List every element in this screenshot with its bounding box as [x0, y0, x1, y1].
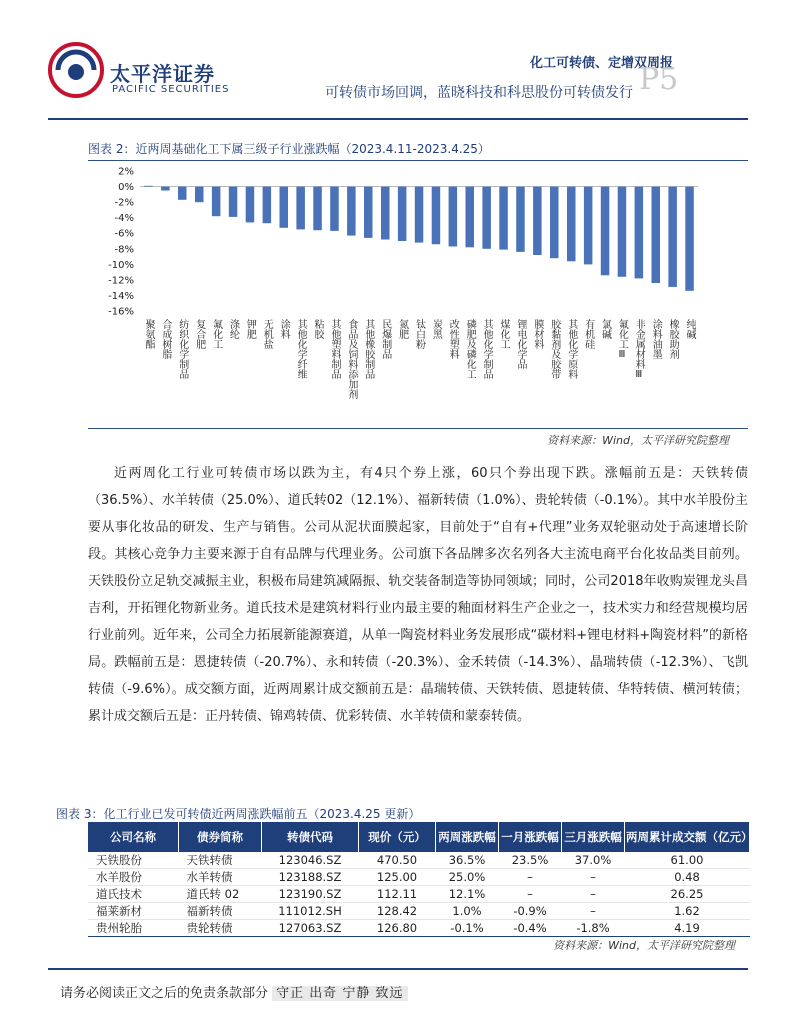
bar	[432, 187, 441, 245]
cell-2w-change: 25.0%	[436, 869, 499, 886]
header-bond-name: 债券简称	[179, 822, 262, 852]
x-tick-label: 煤化工	[498, 319, 509, 349]
bar	[652, 187, 661, 283]
cell-2w-turnover: 0.48	[625, 869, 750, 886]
figure3-source: 资料来源：Wind，太平洋研究院整理	[553, 939, 735, 952]
cell-company: 贵州轮胎	[88, 920, 179, 937]
bar	[364, 187, 373, 238]
cell-2w-change: 36.5%	[436, 852, 499, 869]
bar	[195, 187, 204, 203]
figure2-top-rule	[88, 160, 748, 161]
x-tick-label: 橡胶助剂	[667, 319, 679, 359]
footer	[60, 982, 408, 1001]
cell-1m-change: 23.5%	[499, 852, 562, 869]
bar	[178, 187, 187, 200]
header-1m-change: 一月涨跌幅	[499, 822, 562, 852]
header-company: 公司名称	[88, 822, 179, 852]
y-tick-label: 2%	[118, 166, 134, 178]
x-tick-label: 粘胶	[312, 319, 323, 339]
cell-price: 126.80	[359, 920, 436, 937]
x-tick-label: 钛白粉	[413, 319, 425, 349]
x-tick-label: 氟化工	[210, 319, 222, 349]
y-tick-label: -2%	[114, 197, 134, 209]
company-motto: 守正 出奇 宁静 致远	[272, 986, 407, 1001]
cell-3m-change: –	[562, 903, 625, 920]
cell-2w-turnover: 4.19	[625, 920, 750, 937]
x-tick-label: 复合肥	[193, 319, 205, 349]
cell-2w-turnover: 26.25	[625, 886, 750, 903]
cell-1m-change: -0.4%	[499, 920, 562, 937]
bar	[499, 187, 508, 250]
x-tick-label: 纯碱	[684, 319, 695, 339]
x-tick-label: 纺织化学制品	[176, 319, 188, 379]
cell-bond-code: 123046.SZ	[262, 852, 359, 869]
cell-3m-change: -1.8%	[562, 920, 625, 937]
page-number: P5	[639, 62, 679, 97]
x-tick-label: 其他化学纤维	[295, 319, 307, 379]
cell-bond-name: 福新转债	[179, 903, 262, 920]
figure2-bottom-rule	[88, 428, 748, 429]
brand-name-en: PACIFIC SECURITIES	[112, 84, 230, 95]
x-tick-label: 食品及饲料添加剂	[345, 319, 357, 399]
cell-2w-turnover: 61.00	[625, 852, 750, 869]
bar	[635, 187, 644, 279]
x-tick-label: 其他橡胶制品	[362, 319, 374, 379]
cell-company: 水羊股份	[88, 869, 179, 886]
bar	[398, 187, 407, 241]
bar	[550, 187, 559, 259]
x-tick-label: 改性塑料	[447, 319, 459, 359]
y-tick-label: -16%	[108, 306, 134, 318]
y-tick-label: -4%	[114, 213, 134, 225]
cell-company: 道氏技术	[88, 886, 179, 903]
x-tick-label: 有机硅	[582, 319, 594, 349]
x-tick-label: 聚氨酯	[143, 319, 154, 349]
bar	[533, 187, 542, 255]
header-bond-code: 转债代码	[262, 822, 359, 852]
x-tick-label: 其他化学制品	[481, 319, 493, 379]
header-price: 现价（元）	[359, 822, 436, 852]
x-tick-label: 民爆制品	[379, 319, 391, 359]
company-logo	[48, 42, 104, 98]
bar	[212, 187, 221, 217]
bar	[330, 187, 339, 231]
bar	[415, 187, 424, 243]
header-divider	[48, 118, 748, 120]
cell-bond-name: 水羊转债	[179, 869, 262, 886]
analysis-paragraph	[88, 460, 748, 730]
figure2-title: 图表 2：近两周基础化工下属三级子行业涨跌幅（2023.4.11-2023.4.25）	[88, 142, 490, 156]
cell-2w-change: 12.1%	[436, 886, 499, 903]
cell-bond-code: 123190.SZ	[262, 886, 359, 903]
bar	[246, 187, 255, 223]
bar	[280, 187, 289, 228]
x-tick-label: 钾肥	[244, 319, 256, 339]
y-tick-label: -14%	[108, 290, 134, 302]
cell-bond-name: 道氏转 02	[179, 886, 262, 903]
bar	[144, 186, 153, 187]
bar	[263, 187, 272, 224]
report-type: 化工可转债、定增双周报	[529, 56, 673, 71]
cell-company: 福莱新材	[88, 903, 179, 920]
y-tick-label: -12%	[108, 275, 134, 287]
x-tick-label: 膜材料	[531, 319, 543, 349]
bar	[449, 187, 458, 247]
top5-convertible-bond-table	[88, 822, 753, 937]
table-row	[88, 852, 750, 869]
header-3m-change: 三月涨跌幅	[562, 822, 625, 852]
bar	[685, 187, 694, 291]
bar	[381, 187, 390, 240]
table-header-row	[88, 822, 750, 852]
table-row	[88, 920, 750, 937]
cell-2w-change: -0.1%	[436, 920, 499, 937]
cell-price: 470.50	[359, 852, 436, 869]
cell-bond-code: 111012.SH	[262, 903, 359, 920]
cell-bond-name: 贵轮转债	[179, 920, 262, 937]
bar	[347, 187, 356, 236]
cell-bond-code: 127063.SZ	[262, 920, 359, 937]
bar	[567, 187, 576, 262]
bar	[668, 187, 677, 287]
cell-2w-change: 1.0%	[436, 903, 499, 920]
y-tick-label: -6%	[114, 228, 134, 240]
cell-3m-change: 37.0%	[562, 852, 625, 869]
x-tick-label: 无机盐	[261, 319, 273, 349]
bar	[161, 187, 170, 191]
x-tick-label: 氮肥	[396, 319, 408, 339]
y-tick-label: -8%	[114, 244, 134, 256]
brand-name-cn: 太平洋证券	[110, 62, 215, 86]
bar	[482, 187, 491, 249]
x-tick-label: 非金属材料Ⅲ	[633, 319, 645, 380]
y-tick-label: 0%	[118, 182, 134, 194]
x-tick-label: 磷肥及磷化工	[464, 319, 476, 379]
cell-2w-turnover: 1.62	[625, 903, 750, 920]
bar	[229, 187, 238, 217]
header-2w-change: 两周涨跌幅	[436, 822, 499, 852]
cell-3m-change: –	[562, 886, 625, 903]
x-tick-label: 合成树脂	[159, 319, 171, 359]
x-tick-label: 氯碱	[599, 319, 611, 339]
bar	[466, 187, 475, 248]
cell-price: 112.11	[359, 886, 436, 903]
cell-1m-change: -0.9%	[499, 903, 562, 920]
cell-bond-name: 天铁转债	[179, 852, 262, 869]
cell-price: 125.00	[359, 869, 436, 886]
x-tick-label: 锂电化学品	[515, 319, 526, 369]
table-row	[88, 886, 750, 903]
bar	[313, 187, 322, 231]
bar	[618, 187, 627, 277]
bar	[584, 187, 593, 265]
x-tick-label: 其他化学原料	[565, 319, 577, 379]
x-tick-label: 胶黏剂及胶带	[548, 319, 560, 379]
x-tick-label: 涂料油墨	[650, 319, 662, 359]
bar	[516, 187, 525, 252]
table-row	[88, 869, 750, 886]
footer-divider	[48, 968, 748, 970]
y-tick-label: -10%	[108, 259, 134, 271]
figure2-source: 资料来源：Wind，太平洋研究院整理	[547, 434, 729, 447]
cell-1m-change: –	[499, 869, 562, 886]
cell-company: 天铁股份	[88, 852, 179, 869]
cell-price: 128.42	[359, 903, 436, 920]
header-2w-turnover: 两周累计成交额（亿元）	[625, 822, 750, 852]
table-row	[88, 903, 750, 920]
cell-bond-code: 123188.SZ	[262, 869, 359, 886]
bar	[601, 187, 610, 276]
x-tick-label: 其他塑料制品	[329, 319, 340, 379]
x-tick-label: 涂料	[278, 319, 290, 339]
x-tick-label: 涤纶	[227, 319, 239, 339]
report-title: 可转债市场回调，蓝晓科技和科思股份可转债发行	[325, 85, 633, 101]
cell-1m-change: –	[499, 886, 562, 903]
x-tick-label: 炭黑	[430, 319, 442, 339]
cell-3m-change: –	[562, 869, 625, 886]
analysis-text: 近两周化工行业可转债市场以跌为主，有4只个券上涨，60只个券出现下跌。涨幅前五是：天铁转债（36.5%）、水羊转债（25.0%）、道氏转02（12.1%）、福新转债（1.0%）、贵轮转债（-0.1%）。其中水羊股份主要从事化妆品的研发、生产与销售。公司从泥状面膜起家，目前处于“自有+代理”业务双轮驱动处于高速增长阶段。其核心竞争力主要来源于自有品牌与代理业务。公司旗下各品牌多次名列各大主流电商平台化妆品类目前列。天铁股份立足轨交减振主业，积极布局建筑减隔振、轨交装备制造等协同领域；同时，公司2018年收购炭锂龙头昌吉利，开拓锂化物新业务。道氏技术是建筑材料行业内最主要的釉面材料生产企业之一，技术实力和经营规模均居行业前列。近年来，公司全力拓展新能源赛道，从单一陶瓷材料业务发展形成“碳材料+锂电材料+陶瓷材料”的新格局。跌幅前五是：恩捷转债（-20.7%）、永和转债（-20.3%）、金禾转债（-14.3%）、晶瑞转债（-12.3%）、飞凯转债（-9.6%）。成交额方面，近两周累计成交额前五是：晶瑞转债、天铁转债、恩捷转债、华特转债、横河转债；累计成交额后五是：正丹转债、锦鸡转债、优彩转债、水羊转债和蒙泰转债。	[88, 466, 748, 724]
bar	[296, 187, 305, 230]
x-tick-label: 氟化工Ⅲ	[616, 319, 628, 360]
figure3-title: 图表 3：化工行业已发可转债近两周涨跌幅前五（2023.4.25 更新）	[56, 807, 421, 821]
disclaimer-text: 请务必阅读正文之后的免责条款部分	[60, 986, 269, 1001]
industry-change-bar-chart	[88, 163, 748, 425]
